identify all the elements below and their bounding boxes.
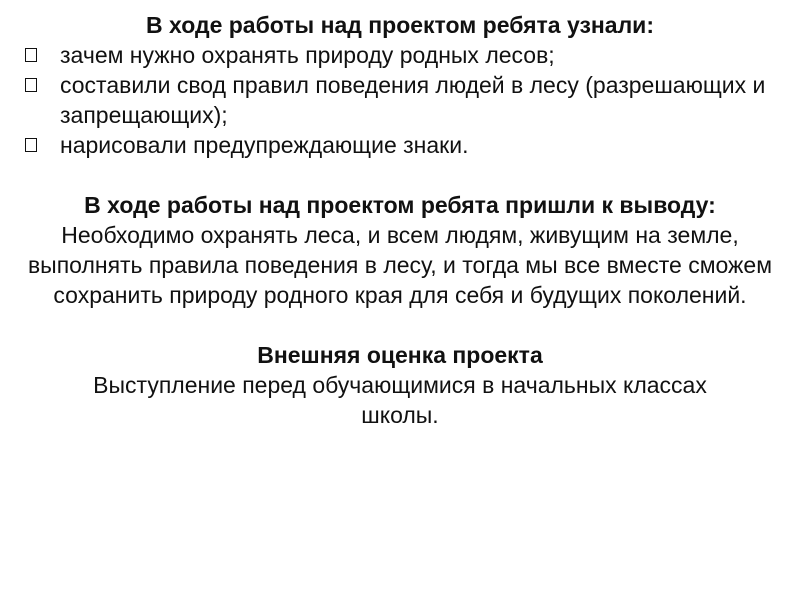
- checkbox-bullet-icon: [25, 138, 37, 152]
- list-item: [25, 70, 800, 130]
- list-item: [25, 40, 800, 70]
- list-item-text: зачем нужно охранять природу родных лесов;: [60, 42, 555, 68]
- checkbox-bullet-icon: [25, 48, 37, 62]
- list-item-text: составили свод правил поведения людей в лесу (разрешающих и запрещающих);: [60, 72, 766, 128]
- list-item-text: нарисовали предупреждающие знаки.: [60, 132, 469, 158]
- section-heading-learned: В ходе работы над проектом ребята узнали:: [146, 12, 654, 38]
- section-heading-conclusion: В ходе работы над проектом ребята пришли к выводу:: [84, 192, 716, 218]
- section-heading-evaluation: Внешняя оценка проекта: [257, 342, 543, 368]
- evaluation-text: Выступление перед обучающимися в начальных классах школы.: [93, 372, 707, 428]
- spacer: [0, 310, 800, 340]
- learned-list: [0, 40, 800, 160]
- spacer: [0, 160, 800, 190]
- conclusion-text: Необходимо охранять леса, и всем людям, живущим на земле, выполнять правила поведения в лесу, и тогда мы все вместе сможем сохранить природу родного края для себя и будущих поколений.: [27, 222, 773, 308]
- list-item: [25, 130, 800, 160]
- checkbox-bullet-icon: [25, 78, 37, 92]
